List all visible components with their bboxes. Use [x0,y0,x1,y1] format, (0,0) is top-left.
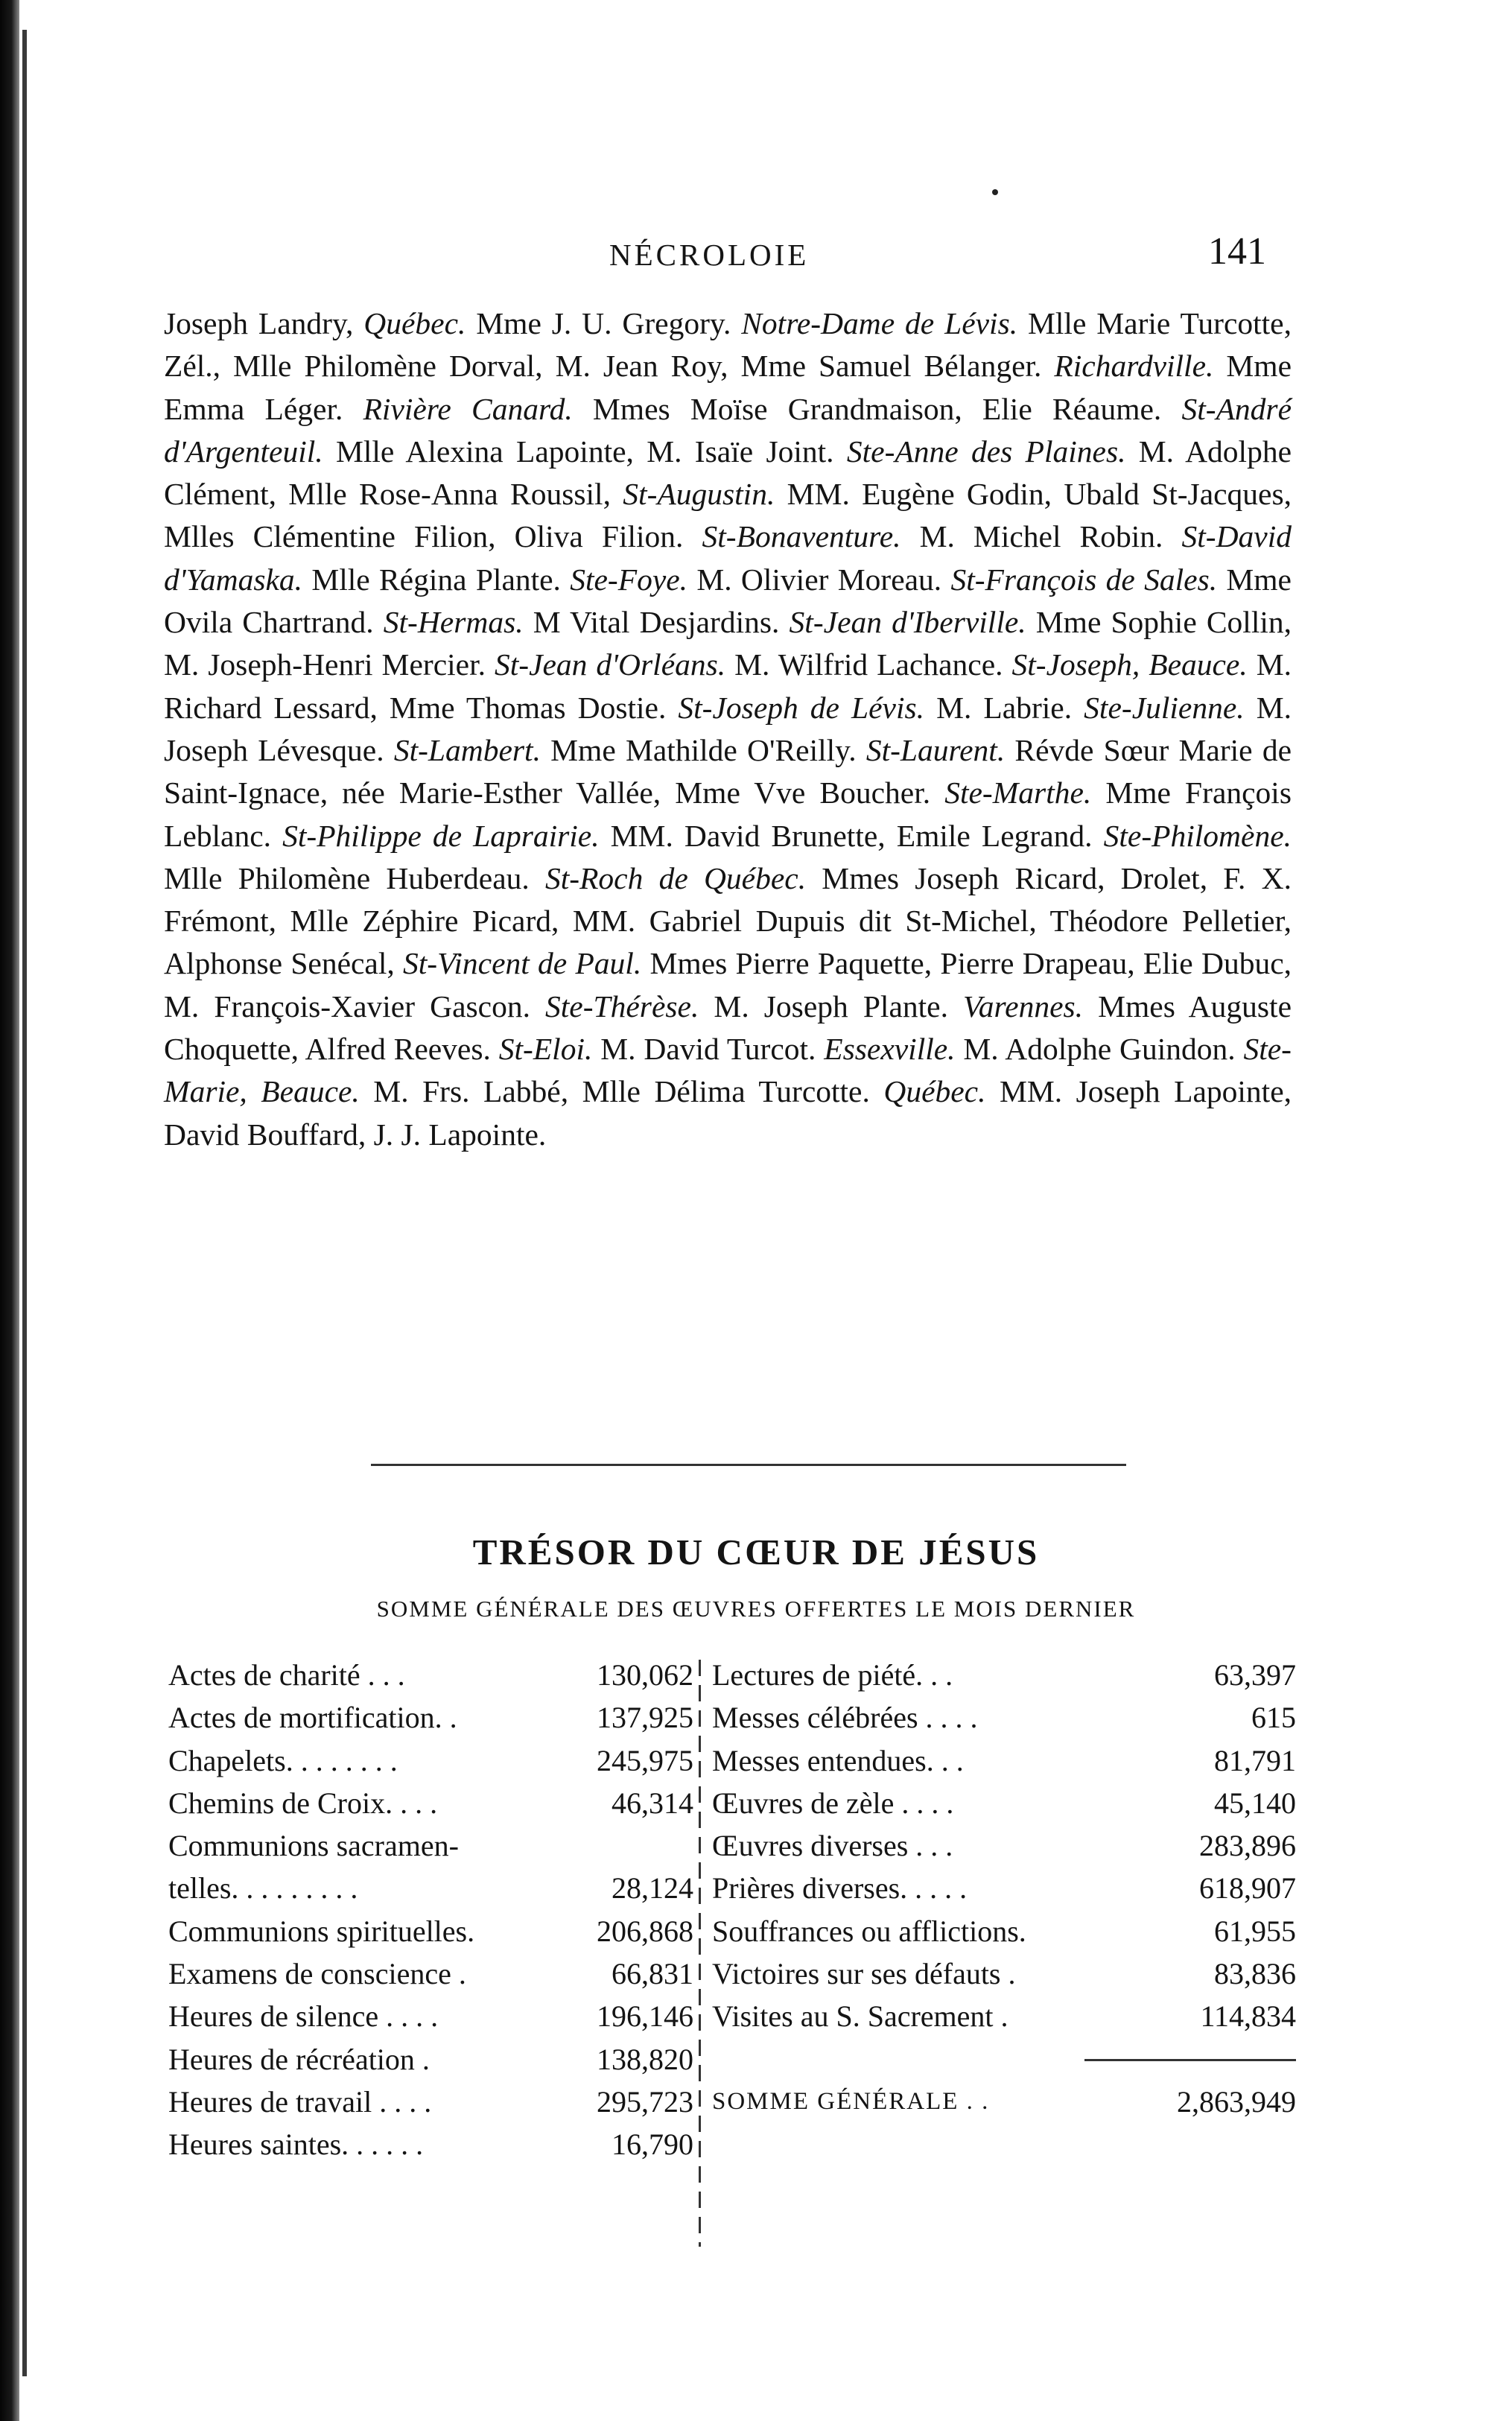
deceased-names: MM. David Brunette, Emile Legrand. [599,818,1104,853]
deceased-names: Mmes Joseph Ricard, Drolet, F. X. Frémont, Mlle Zéphire Picard, MM. Gabriel Dupuis dit St-Michel, Théodore Pelletier, Alphonse Senécal, [164,860,1292,981]
offering-row [168,1824,693,1867]
total-value: 2,863,949 [1177,2084,1296,2119]
deceased-names: M. Olivier Moreau. [687,562,951,597]
offering-row [168,2038,693,2081]
parish-name: Essexville. [824,1032,956,1067]
deceased-names: M. Frs. Labbé, Mlle Délima Turcotte. [359,1074,884,1109]
deceased-names: M. Joseph Lévesque. [164,690,1292,767]
deceased-names: M. Joseph Plante. [699,989,964,1024]
offering-row [168,1995,693,2037]
parish-name: Rivière Canard. [363,391,573,426]
deceased-names: Mme Ovila Chartrand. [164,562,1292,640]
offering-count: 66,831 [612,1957,693,1991]
parish-name: St-Bonaventure. [702,519,901,554]
deceased-names: M. Adolphe Clément, Mlle Rose-Anna Roussil, [164,434,1292,512]
offering-count: 618,907 [1199,1871,1296,1906]
parish-name: Notre-Dame de Lévis. [741,306,1018,340]
offering-label: Heures de travail . . . . [168,2084,432,2119]
parish-name: Ste-Marie, Beauce. [164,1032,1292,1109]
offering-count: 45,140 [1214,1786,1296,1820]
parish-name: Ste-Marthe. [944,775,1092,810]
offering-label: Communions spirituelles. [168,1914,475,1948]
deceased-names: M. Michel Robin. [900,519,1182,554]
offering-row [168,1654,693,1696]
offering-count: 138,820 [597,2042,693,2076]
deceased-names: M. Adolphe Guindon. [955,1032,1244,1067]
section-title: TRÉSOR DU CŒUR DE JÉSUS [472,1532,1040,1573]
offering-row [168,1952,693,1995]
offering-row [712,1824,1296,1867]
offering-label: Chemins de Croix. . . . [168,1786,438,1820]
offering-label: Lectures de piété. . . [712,1658,953,1692]
offering-row [712,1739,1296,1782]
parish-name: Ste-Thérèse. [545,989,699,1024]
ink-speck [992,189,998,195]
deceased-names: M. David Turcot. [592,1032,825,1067]
parish-name: St-Augustin. [623,477,775,512]
parish-name: Richardville. [1054,349,1214,384]
page-number: 141 [1208,230,1266,273]
deceased-names: Joseph Landry, [164,306,364,340]
parish-name: St-Jean d'Iberville. [789,605,1026,640]
offering-label: Actes de charité . . . [168,1658,405,1692]
offering-count: 63,397 [1214,1658,1296,1692]
offering-row [712,1995,1296,2037]
offering-count: 245,975 [597,1743,693,1777]
offering-count: 28,124 [612,1871,693,1906]
deceased-names: Mme Emma Léger. [164,349,1292,426]
deceased-names: Mme François Leblanc. [164,775,1292,853]
deceased-names: Mmes Auguste Choquette, Alfred Reeves. [164,989,1292,1067]
offering-row [168,1696,693,1739]
deceased-names: M. Labrie. [924,690,1084,725]
parish-name: St-Vincent de Paul. [403,946,642,981]
parish-name: St-Hermas. [383,605,524,640]
running-title: NÉCROLOIE [609,238,810,272]
offering-row [168,2123,693,2165]
deceased-names: Mlle Marie Turcotte, Zél., Mlle Philomène Dorval, M. Jean Roy, Mme Samuel Bélanger. [164,306,1292,384]
parish-name: Québec. [883,1074,986,1109]
deceased-names: M Vital Desjardins. [523,605,790,640]
parish-name: St-François de Sales. [950,562,1218,597]
parish-name: St-André d'Argenteuil. [164,391,1292,469]
parish-name: Ste-Foye. [570,562,688,597]
parish-name: Varennes. [963,989,1084,1024]
deceased-names: Révde Sœur Marie de Saint-Ignace, née Marie-Esther Vallée, Mme Vve Boucher. [164,732,1292,810]
offering-label: Souffrances ou afflictions. [712,1914,1026,1948]
deceased-names: M. Wilfrid Lachance. [725,647,1012,682]
deceased-names: Mme J. U. Gregory. [466,306,742,340]
parish-name: Ste-Philomène. [1103,818,1292,853]
parish-name: Québec. [363,306,466,340]
deceased-names: Mmes Moïse Grandmaison, Elie Réaume. [572,391,1182,426]
deceased-names: M. Richard Lessard, Mme Thomas Dostie. [164,647,1292,725]
offering-label: Messes entendues. . . [712,1743,964,1777]
offering-row [712,1782,1296,1824]
book-spine-edge [22,30,27,2376]
offering-count: 130,062 [597,1658,693,1692]
total-rule [1084,2059,1296,2061]
section-divider [371,1464,1126,1466]
offering-count: 16,790 [612,2128,693,2162]
parish-name: St-Philippe de Laprairie. [282,818,600,853]
offering-count: 83,836 [1214,1957,1296,1991]
offering-label: Prières diverses. . . . . [712,1871,968,1906]
deceased-names: Mlle Alexina Lapointe, M. Isaïe Joint. [323,434,847,469]
deceased-names: Mme Mathilde O'Reilly. [540,732,866,767]
offering-count: 295,723 [597,2084,693,2119]
offering-label: Œuvres de zèle . . . . [712,1786,954,1820]
offering-count: 61,955 [1214,1914,1296,1948]
offering-label: Chapelets. . . . . . . . [168,1743,398,1777]
offering-count: 81,791 [1214,1743,1296,1777]
book-spine-shadow [0,0,19,2421]
total-label: SOMME GÉNÉRALE . . [712,2087,990,2115]
offering-row [168,1910,693,1952]
offering-label: Communions sacramen- [168,1829,459,1863]
offering-count: 46,314 [612,1786,693,1820]
parish-name: Ste-Julienne. [1084,690,1245,725]
offering-label: Examens de conscience . [168,1957,466,1991]
total-row [712,2081,1296,2123]
parish-name: Ste-Anne des Plaines. [846,434,1126,469]
offering-row [168,2081,693,2123]
parish-name: St-Lambert. [393,732,541,767]
offering-label: Visites au S. Sacrement . [712,1999,1008,2034]
total-rule-row [712,2038,1296,2081]
parish-name: St-Roch de Québec. [544,860,807,895]
offering-count: 283,896 [1199,1829,1296,1863]
parish-name: St-Laurent. [865,732,1006,767]
offering-label: telles. . . . . . . . . [168,1871,358,1906]
offering-row [712,1696,1296,1739]
offering-label: Actes de mortification. . [168,1701,457,1735]
obituary-paragraph [164,302,1292,1156]
parish-name: St-Jean d'Orléans. [494,647,726,682]
offering-label: Messes célébrées . . . . [712,1701,978,1735]
offering-row [168,1867,693,1909]
section-subtitle: SOMME GÉNÉRALE DES ŒUVRES OFFERTES LE MOIS DERNIER [376,1596,1136,1622]
parish-name: St-David d'Yamaska. [164,519,1292,597]
parish-name: St-Joseph de Lévis. [678,690,925,725]
column-separator [699,1660,701,2247]
offering-row [168,1782,693,1824]
offerings-right-column [712,1654,1296,2123]
offering-row [712,1952,1296,1995]
offering-label: Victoires sur ses défauts . [712,1957,1016,1991]
offering-label: Œuvres diverses . . . [712,1829,953,1863]
offering-row [712,1910,1296,1952]
offering-count: 615 [1251,1701,1296,1735]
deceased-names: Mme Sophie Collin, M. Joseph-Henri Mercier. [164,605,1292,682]
offering-label: Heures saintes. . . . . . [168,2128,424,2162]
parish-name: St-Joseph, Beauce. [1011,647,1248,682]
offering-label: Heures de silence . . . . [168,1999,439,2034]
deceased-names: MM. Joseph Lapointe, David Bouffard, J. J. Lapointe. [164,1074,1292,1152]
offering-count: 196,146 [597,1999,693,2034]
parish-name: St-Eloi. [498,1032,593,1067]
deceased-names: Mlle Régina Plante. [302,562,571,597]
deceased-names: Mmes Pierre Paquette, Pierre Drapeau, Elie Dubuc, M. François-Xavier Gascon. [164,946,1292,1024]
offering-row [712,1654,1296,1696]
offering-row [712,1867,1296,1909]
deceased-names: Mlle Philomène Huberdeau. [164,860,545,895]
offering-count: 206,868 [597,1914,693,1948]
deceased-names: MM. Eugène Godin, Ubald St-Jacques, Mlles Clémentine Filion, Oliva Filion. [164,477,1292,554]
offering-row [168,1739,693,1782]
offering-label: Heures de récréation . [168,2042,430,2076]
offerings-left-column [168,1654,693,2166]
offering-count: 137,925 [597,1701,693,1735]
offering-count: 114,834 [1200,1999,1296,2034]
